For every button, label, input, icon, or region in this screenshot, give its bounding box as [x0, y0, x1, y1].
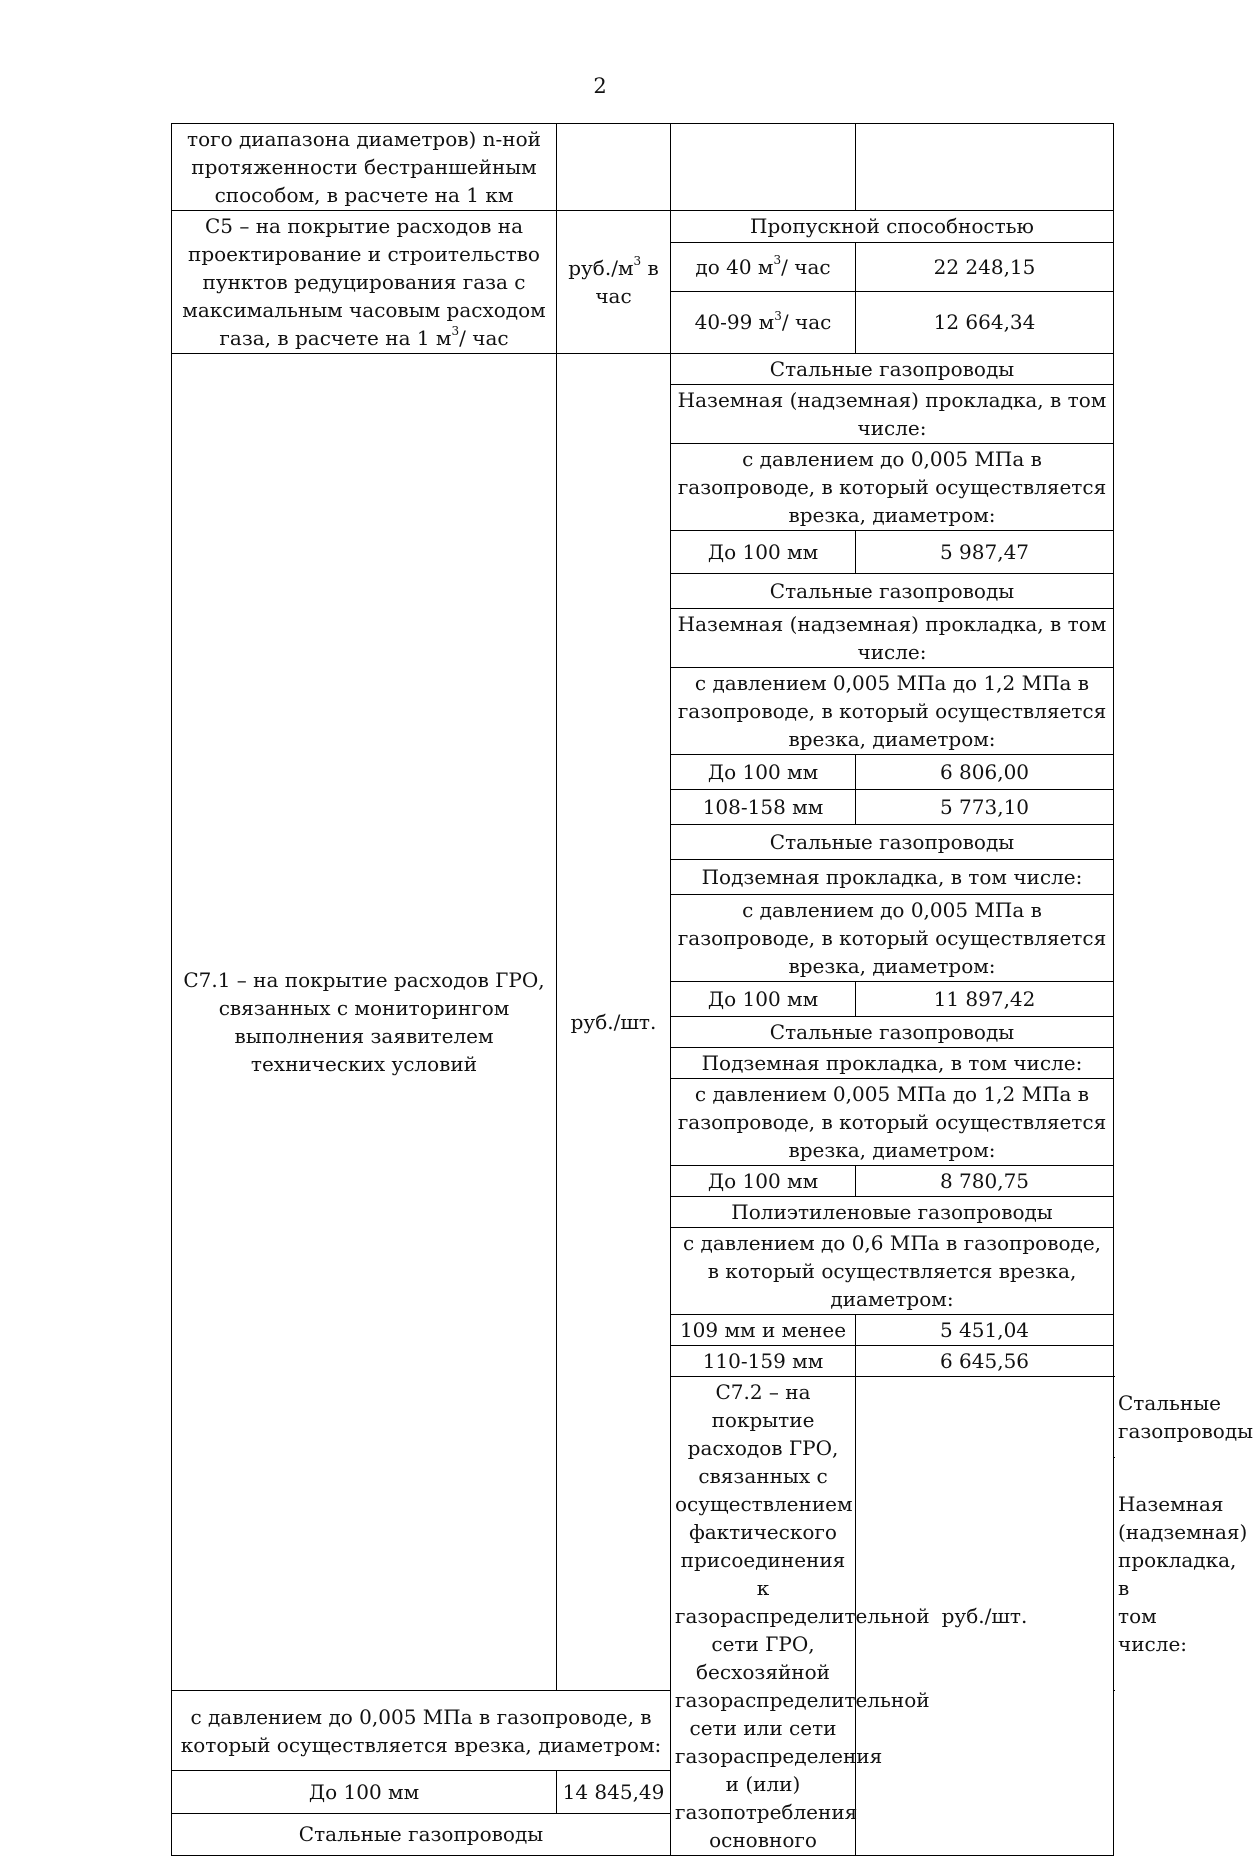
section-header: Наземная (надземная) прокладка, в том числе:: [671, 609, 1114, 668]
parameter-cell: 108-158 мм: [671, 790, 856, 825]
section-header: Стальные газопроводы: [671, 825, 1114, 860]
section-header: Полиэтиленовые газопроводы: [671, 1197, 1114, 1228]
value-cell: 6 645,56: [856, 1346, 1114, 1377]
unit-cell: $руб./м^3$ в час: [557, 211, 671, 354]
section-header: Стальные газопроводы: [172, 1813, 671, 1855]
value-cell: 5 987,47: [856, 531, 1114, 574]
section-header: Подземная прокладка, в том числе:: [671, 860, 1114, 895]
section-header: Пропускной способностью: [671, 211, 1114, 243]
section-header: Стальные газопроводы: [671, 354, 1114, 385]
parameter-cell: До 100 мм: [172, 1771, 557, 1813]
table-row: [172, 354, 1114, 385]
section-header: с давлением до 0,005 МПа в газопроводе, в который осуществляется врезка, диаметром:: [671, 895, 1114, 982]
section-header: с давлением до 0,005 МПа в газопроводе, в который осуществляется врезка, диаметром:: [172, 1690, 671, 1771]
parameter-cell: До 100 мм: [671, 531, 856, 574]
unit-cell: руб./шт.: [557, 354, 671, 1691]
unit-cell: руб./шт.: [856, 1377, 1114, 1856]
parameter-cell: До 100 мм: [671, 982, 856, 1017]
section-header: с давлением до 0,6 МПа в газопроводе, в который осуществляется врезка, диаметром:: [671, 1228, 1114, 1315]
parameter-cell: до 40 $м^3/$ час: [671, 242, 856, 291]
value-cell: 22 248,15: [856, 242, 1114, 291]
table-row: [172, 124, 1114, 211]
section-header: с давлением 0,005 МПа до 1,2 МПа в газопроводе, в который осуществляется врезка, диаметром:: [671, 1079, 1114, 1166]
page-number: 2: [593, 74, 607, 98]
value-cell: 5 773,10: [856, 790, 1114, 825]
parameter-cell: 110-159 мм: [671, 1346, 856, 1377]
rate-description: С5 – на покрытие расходов на проектирование и строительство пунктов редуцирования газа с максимальным часовым расходом газа, в расчете на 1 $м^3/$ час: [172, 211, 557, 354]
value-cell: 12 664,34: [856, 291, 1114, 353]
table-row: С7.2 – на покрытие расходов ГРО, связанных с осуществлением фактического присоединения к газораспределительной сети ГРО, бесхозяйной газораспределительной сети или сети газораспределения и (или) газопотребления основного руб./шт. Стальные газопроводы: [172, 1377, 1114, 1458]
parameter-cell: [671, 124, 856, 211]
rate-description: С7.1 – на покрытие расходов ГРО, связанных с мониторингом выполнения заявителем технических условий: [172, 354, 557, 1691]
section-header: Наземная (надземная) прокладка, в том числе:: [671, 385, 1114, 444]
rate-description: того диапазона диаметров) n-ной протяженности бестраншейным способом, в расчете на 1 км: [172, 124, 557, 211]
parameter-cell: 40-99 $м^3/$ час: [671, 291, 856, 353]
section-header: с давлением 0,005 МПа до 1,2 МПа в газопроводе, в который осуществляется врезка, диаметром:: [671, 668, 1114, 755]
parameter-cell: До 100 мм: [671, 755, 856, 790]
value-cell: 8 780,75: [856, 1166, 1114, 1197]
section-header: Стальные газопроводы: [671, 1017, 1114, 1048]
section-header: с давлением до 0,005 МПа в газопроводе, в который осуществляется врезка, диаметром:: [671, 444, 1114, 531]
parameter-cell: До 100 мм: [671, 1166, 856, 1197]
value-cell: 5 451,04: [856, 1315, 1114, 1346]
value-cell: 14 845,49: [557, 1771, 671, 1813]
parameter-cell: 109 мм и менее: [671, 1315, 856, 1346]
table-row: [172, 211, 1114, 243]
value-cell: 6 806,00: [856, 755, 1114, 790]
value-cell: [856, 124, 1114, 211]
table-row: Наземная (надземная) прокладка, в том числе:: [1118, 1491, 1248, 1656]
value-cell: 11 897,42: [856, 982, 1114, 1017]
unit-cell: [557, 124, 671, 211]
section-header: Стальные газопроводы: [671, 574, 1114, 609]
section-header: Подземная прокладка, в том числе:: [671, 1048, 1114, 1079]
rate-description: С7.2 – на покрытие расходов ГРО, связанных с осуществлением фактического присоединения к газораспределительной сети ГРО, бесхозяйной газораспределительной сети или сети газораспределения и (или) газопотребления основного: [671, 1377, 856, 1856]
tariff-table: [171, 123, 1253, 1856]
